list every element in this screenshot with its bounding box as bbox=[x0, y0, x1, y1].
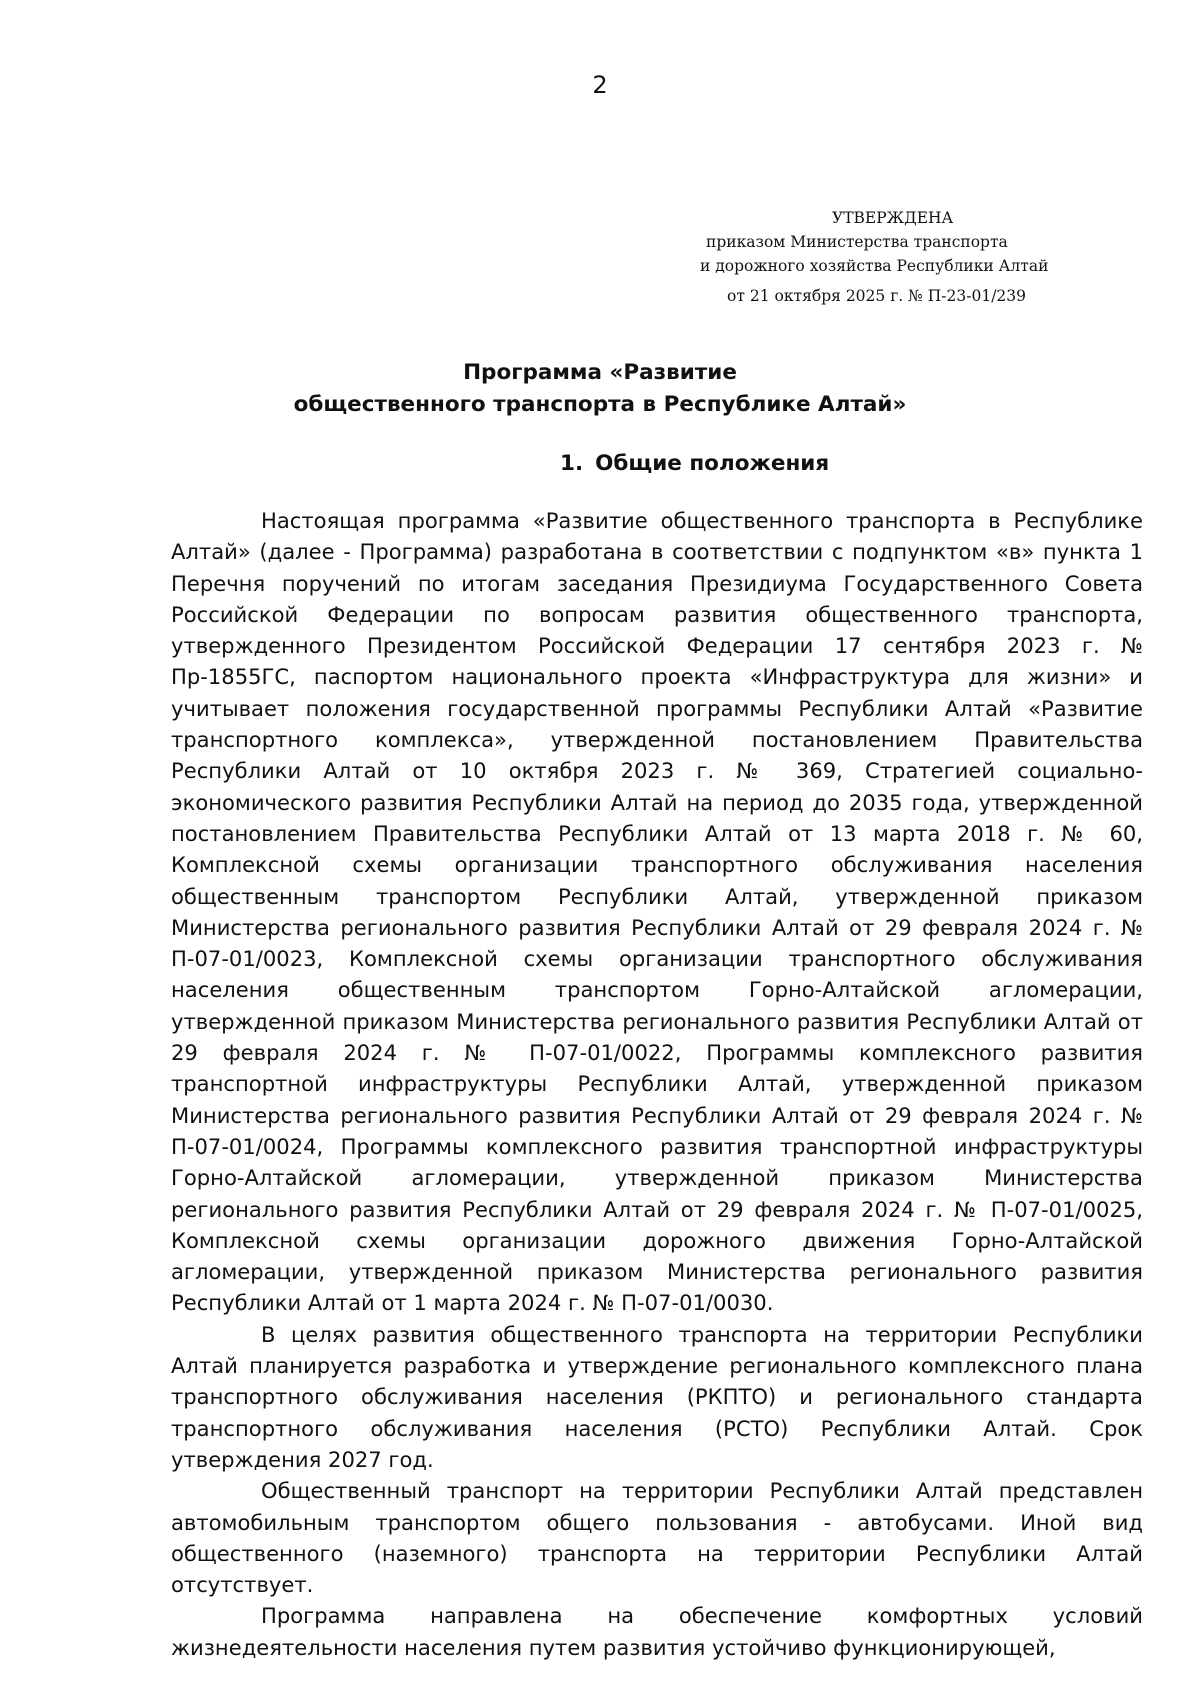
document-title bbox=[0, 357, 1200, 421]
approval-org-line-1: приказом Министерства транспорта bbox=[706, 233, 1008, 251]
section-heading bbox=[560, 448, 829, 480]
approval-date: от 21 октября 2025 г. № П-23-01/239 bbox=[727, 287, 1027, 305]
section-number: 1. bbox=[560, 451, 584, 476]
body-text bbox=[171, 505, 1143, 1663]
document-title-line-2: общественного транспорта в Республике Алтай» bbox=[293, 392, 907, 417]
paragraph: В целях развития общественного транспорта на территории Республики Алтай планируется разработка и утверждение регионального комплексного плана транспортного обслуживания населения (РКПТО) и регионального стандарта транспортного обслуживания населения (РСТО) Республики Алтай. Срок утверждения 2027 год. bbox=[171, 1321, 1143, 1472]
section-title: Общие положения bbox=[595, 451, 830, 476]
approval-stamp bbox=[700, 206, 1140, 308]
document-title-line-1: Программа «Развитие bbox=[463, 360, 737, 385]
paragraph: Общественный транспорт на территории Республики Алтай представлен автомобильным транспортом общего пользования - автобусами. Иной вид общественного (наземного) транспорта на территории Республики Алтай отсутствует. bbox=[171, 1478, 1143, 1598]
approval-status: УТВЕРЖДЕНА bbox=[832, 209, 954, 227]
paragraph: Настоящая программа «Развитие общественного транспорта в Республике Алтай» (далее - Программа) разработана в соответствии с подпунктом «в» пункта 1 Перечня поручений по итогам заседания Президиума Государственного Совета Российской Федерации по вопросам развития общественного транспорта, утвержденного Президентом Российской Федерации 17 сентября 2023 г. № Пр-1855ГС, паспортом национального проекта «Инфраструктура для жизни» и учитывает положения государственной программы Республики Алтай «Развитие транспортного комплекса», утвержденной постановлением Правительства Республики Алтай от 10 октября 2023 г. № 369, Стратегией социально-экономического развития Республики Алтай на период до 2035 года, утвержденной постановлением Правительства Республики Алтай от 13 марта 2018 г. № 60, Комплексной схемы организации транспортного обслуживания населения общественным транспортом Республики Алтай, утвержденной приказом Министерства регионального развития Республики Алтай от 29 февраля 2024 г. № П-07-01/0023, Комплексной схемы организации транспортного обслуживания населения общественным транспортом Горно-Алтайской агломерации, утвержденной приказом Министерства регионального развития Республики Алтай от 29 февраля 2024 г. № П-07-01/0022, Программы комплексного развития транспортной инфраструктуры Республики Алтай, утвержденной приказом Министерства регионального развития Республики Алтай от 29 февраля 2024 г. № П-07-01/0024, Программы комплексного развития транспортной инфраструктуры Горно-Алтайской агломерации, утвержденной приказом Министерства регионального развития Республики Алтай от 29 февраля 2024 г. № П-07-01/0025, Комплексной схемы организации дорожного движения Горно-Алтайской агломерации, утвержденной приказом Министерства регионального развития Республики Алтай от 1 марта 2024 г. № П-07-01/0030. bbox=[171, 508, 1143, 1316]
approval-org-line-2: и дорожного хозяйства Республики Алтай bbox=[700, 257, 1049, 275]
paragraph: Программа направлена на обеспечение комфортных условий жизнедеятельности населения путем развития устойчиво функционирующей, bbox=[171, 1603, 1143, 1660]
page-number: 2 bbox=[592, 71, 608, 99]
